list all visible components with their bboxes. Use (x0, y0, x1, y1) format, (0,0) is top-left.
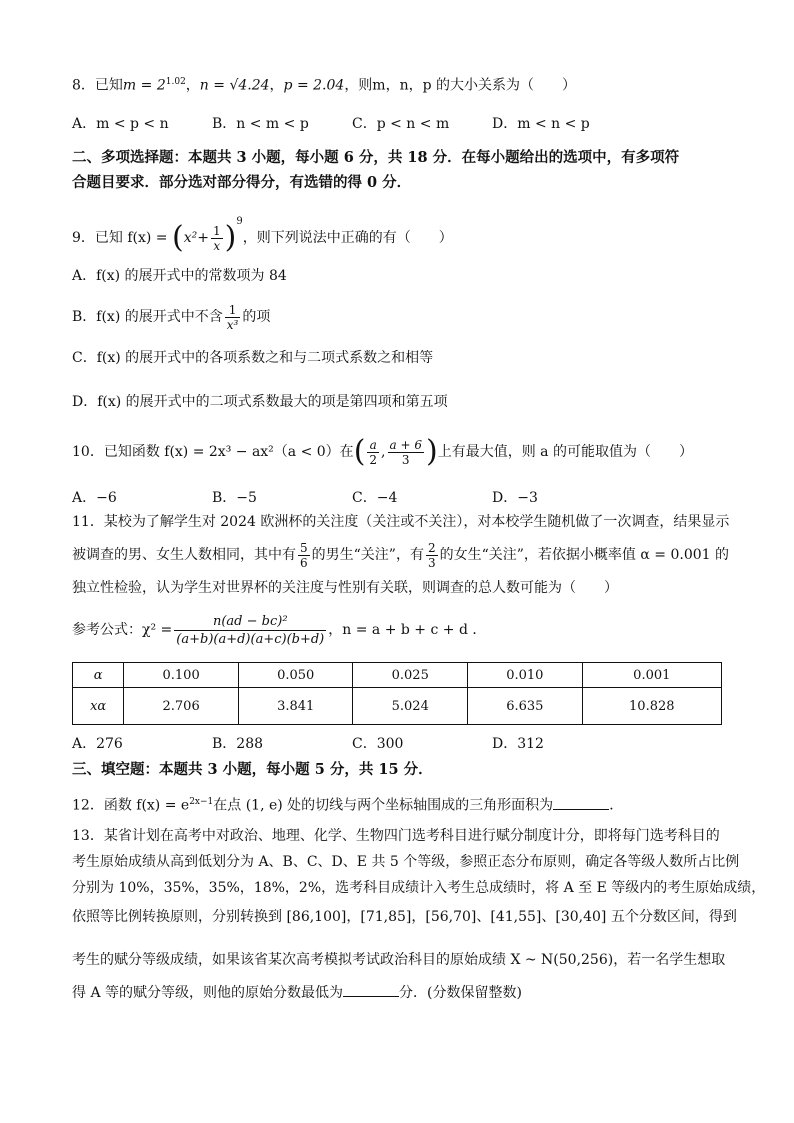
q11-option-d: D．312 (492, 736, 544, 752)
q11-reference-formula: 参考公式：χ² = $\frac{\text{n(ad − bc)²}}{(a+b)(a+d)(a+c)(b+d)}$ ，n = a + b + c + d ． (72, 613, 487, 647)
section-2-heading-line1: 二、多项选择题：本题共 3 小题，每小题 6 分，共 18 分．在每小题给出的选项中，有多项符 (72, 149, 680, 166)
q9-stem-suffix: ，则下列说法中正确的有（ ） (242, 230, 453, 246)
q9-option-b (72, 302, 270, 332)
q11-fraction-5-over-6: $\frac{5}{6}$ (300, 540, 308, 570)
q8-m-expression: m = 2 (122, 77, 166, 94)
q8-stem-prefix: 8．已知 (72, 77, 123, 94)
section-2-heading-line2: 合题目要求．部分选对部分得分，有选错的得 0 分． (72, 174, 412, 191)
table-cell: 2.706 (124, 688, 239, 725)
q10-option-d: D．−3 (492, 490, 538, 506)
q11-option-b: B．288 (212, 736, 264, 752)
question-13-line4: 依照等比例转换原则，分别转换到 [86,100]，[71,85]，[56,70]、[41,55]、[30,40] 五个分数区间，得到 (72, 909, 737, 925)
q9-option-d: D．f(x) 的展开式中的二项式系数最大的项是第四项和第五项 (72, 394, 448, 410)
table-cell: 0.010 (468, 663, 583, 688)
q10-option-b: B．−5 (212, 490, 257, 506)
q8-stem-suffix: ，则m，n，p 的大小关系为（ ） (344, 77, 577, 94)
q9-option-c: C．f(x) 的展开式中的各项系数之和与二项式系数之和相等 (72, 350, 434, 366)
q9-power: 9 (236, 216, 243, 227)
question-11-line1: 11．某校为了解学生对 2024 欧洲杯的关注度（关注或不关注），对本校学生随机做了一次调查，结果显示 (72, 514, 730, 530)
q10-fraction-a-over-2: $\frac{a}{2}$ (369, 437, 378, 467)
question-9-stem: 9．已知 f(x) = (x²+ $\frac{1}{x}$ )$^9$，则下列说法中正确的有（ ） (72, 216, 453, 255)
q10-fraction-a6-over-3: $\frac{a + 6}{3}$ (389, 437, 422, 467)
q12-answer-blank[interactable] (553, 795, 609, 810)
table-cell: 0.001 (582, 663, 721, 688)
question-8-stem: 8．已知$m = 2^{1.02}$，n = √4.24，p = 2.04，则m，n，p 的大小关系为（ ） (72, 77, 577, 94)
question-13-line1: 13．某省计划在高考中对政治、地理、化学、生物四门选考科目进行赋分制度计分，即将每门选考科目的 (72, 828, 720, 844)
q9-stem-prefix: 9．已知 f(x) = (72, 230, 172, 246)
table-cell: 0.025 (353, 663, 468, 688)
q8-option-d: D．m < n < p (492, 116, 590, 132)
q8-option-b: B．n < m < p (212, 116, 309, 132)
section-3-heading: 三、填空题：本题共 3 小题，每小题 5 分，共 15 分． (72, 761, 433, 778)
q9-fraction-1-over-x3: $\frac{1}{\text{x³}}$ (226, 302, 239, 332)
q8-option-c: C．p < n < m (352, 116, 450, 132)
question-11-line3: 独立性检验，认为学生对世界杯的关注度与性别有关联，则调查的总人数可能为（ ） (72, 580, 618, 596)
q11-option-a: A．276 (72, 736, 123, 752)
q9-option-b-text: B．f(x) 的展开式中不含 (72, 309, 223, 325)
table-cell: α (73, 663, 124, 688)
table-row (73, 663, 722, 688)
table-row (73, 688, 722, 725)
question-13-line5: 考生的赋分等级成绩，如果该省某次高考模拟考试政治科目的原始成绩 X ~ N(50,256)，若一名学生想取 (72, 952, 726, 968)
q11-chi-square-fraction: $\frac{\text{n(ad − bc)²}}{(a+b)(a+d)(a+c)(b+d)}$ (176, 613, 325, 647)
q10-option-a: A．−6 (72, 490, 117, 506)
question-13-line2: 考生原始成绩从高到低划分为 A、B、C、D、E 共 5 个等级，参照正态分布原则，确定各等级人数所占比例 (72, 854, 740, 870)
q8-n-expression: n = √4.24 (199, 77, 270, 94)
q8-m-exponent: 1.02 (165, 77, 186, 87)
table-cell: 3.841 (238, 688, 353, 725)
q9-fraction-1-over-x: $\frac{1}{x}$ (212, 223, 221, 253)
table-cell: 5.024 (353, 688, 468, 725)
question-13-line3: 分别为 10%，35%，35%，18%，2%，选考科目成绩计入考生总成绩时，将 A 至 E 等级内的考生原始成绩， (72, 880, 766, 896)
q9-option-b-tail: 的项 (242, 309, 271, 325)
q11-option-c: C．300 (352, 736, 404, 752)
table-cell: 6.635 (468, 688, 583, 725)
q10-option-c: C．−4 (352, 490, 398, 506)
q8-option-a: A．m < p < n (72, 116, 169, 132)
table-cell: 0.050 (238, 663, 353, 688)
question-12-stem: 12．函数 $f(x) = e^{2x-1}$在点 (1, e) 处的切线与两个坐标轴围成的三角形面积为 ． (72, 792, 623, 816)
table-cell: 10.828 (582, 688, 721, 725)
q9-option-a: A．f(x) 的展开式中的常数项为 84 (72, 268, 287, 284)
critical-value-table (72, 662, 722, 725)
q10-stem-suffix: 上有最大值，则 a 的可能取值为（ ） (437, 444, 693, 460)
table-cell: 0.100 (124, 663, 239, 688)
question-11-line2: 被调查的男、女生人数相同，其中有 $\frac{5}{6}$ 的男生“关注”，有 $\frac{2}{3}$ 的女生“关注”，若依据小概率值 α = 0.001 的 (72, 540, 729, 570)
q8-p-expression: p = 2.04 (283, 77, 345, 94)
q11-fraction-2-over-3: $\frac{2}{3}$ (427, 540, 436, 570)
question-13-line6: 得 A 等的赋分等级，则他的原始分数最低为 分．(分数保留整数) (72, 982, 522, 1003)
q13-answer-blank[interactable] (343, 982, 399, 997)
table-cell: xα (73, 688, 124, 725)
question-10-stem: 10．已知函数 f(x) = 2x³ − ax²（a < 0）在( $\frac{a}{2}$ , $\frac{a + 6}{3}$ )上有最大值，则 a 的可能取值为（ ） (72, 434, 693, 469)
q10-stem-prefix: 10．已知函数 f(x) = 2x³ − ax²（a < 0）在 (72, 444, 354, 460)
